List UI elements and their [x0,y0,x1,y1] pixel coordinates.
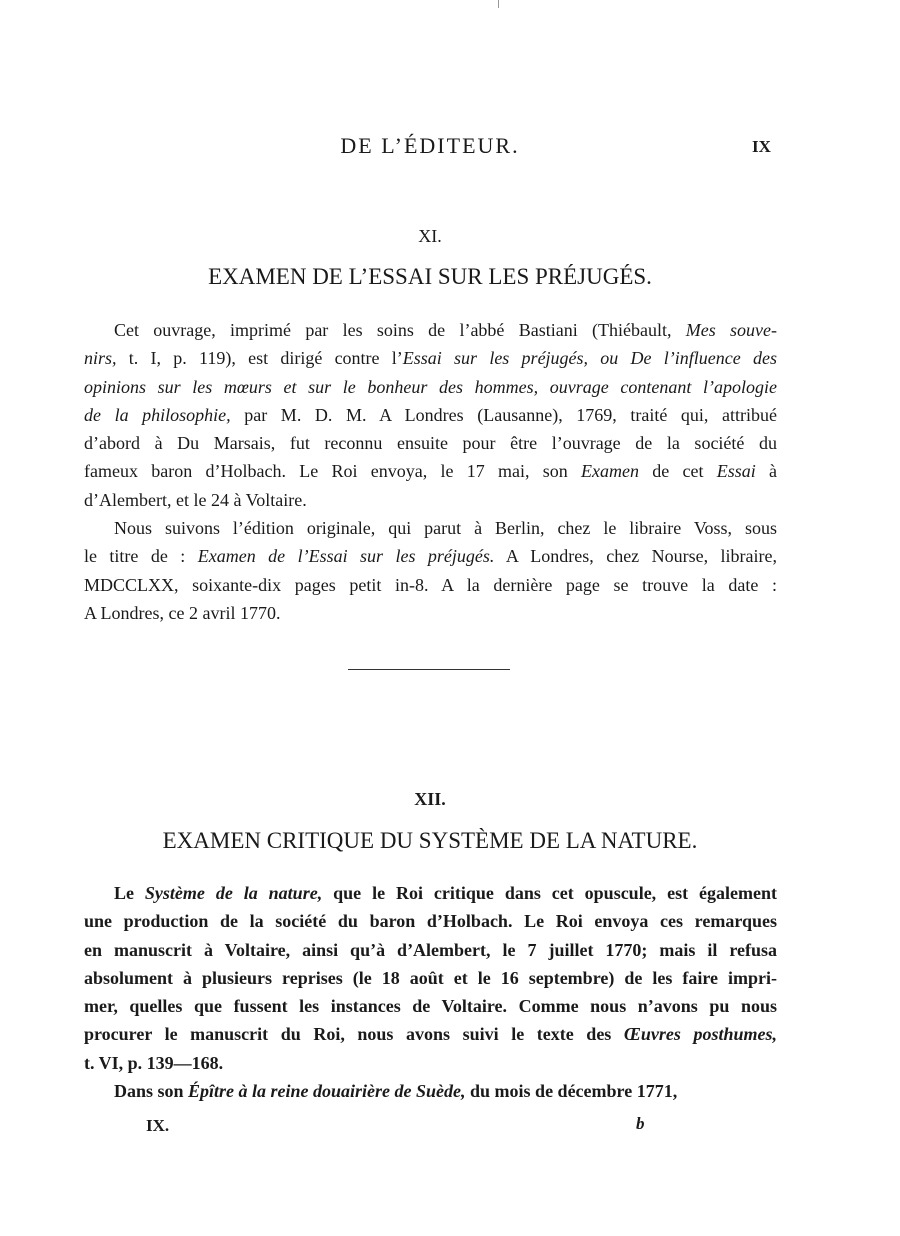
text-run: de cet [638,461,717,482]
paragraph-xii-2 [84,1077,777,1105]
sheet-letter: b [636,1114,645,1133]
text-line [84,599,777,627]
italic-text: Essai sur les préjugés, ou De l’influence des [402,348,777,369]
text-line [84,401,777,429]
text-line [84,316,777,344]
text-line [84,429,777,457]
section-divider [348,669,510,670]
text-line [84,907,777,935]
top-margin-mark [498,0,499,8]
text-run: MDCCLXX, soixante-dix pages petit in-8. A la dernière page se trouve la date : [84,574,777,595]
text-run: à [755,461,777,482]
section-title-xi: EXAMEN DE L’ESSAI SUR LES PRÉJUGÉS. [208,264,652,289]
text-run: fameux baron d’Holbach. Le Roi envoya, le 17 mai, son [84,461,581,482]
italic-text: Essai [716,461,756,482]
running-title: DE L’ÉDITEUR. [340,133,520,158]
signature-mark: IX. [146,1116,170,1135]
italic-text: Mes souve- [685,320,778,340]
text-run: en manuscrit à Voltaire, ainsi qu’à d’Alembert, le 7 juillet 1770; mais il refusa [84,939,777,960]
text-line [84,542,777,570]
paragraph-xi-1 [84,316,777,514]
text-line [84,514,777,542]
text-run: que le Roi critique dans cet opuscule, est également [322,883,777,903]
text-line [84,344,777,372]
section-number-xi: XI. [418,226,442,246]
text-run: une production de la société du baron d’Holbach. Le Roi envoya ces remarques [84,911,777,932]
text-run: mer, quelles que fussent les instances de Voltaire. Comme nous n’avons pu nous [84,996,777,1017]
text-run: par M. D. M. A Londres (Lausanne), 1769, traité qui, attribué [230,404,777,425]
text-line [84,879,777,907]
text-run: du mois de décembre 1771, [465,1081,678,1101]
italic-text: nirs, [84,348,117,369]
text-line [84,373,777,401]
italic-text: Épître à la reine douairière de Suède, [188,1081,466,1101]
text-run: Cet ouvrage, imprimé par les soins de l’abbé Bastiani (Thiébault, [114,320,686,340]
section-title-xii: EXAMEN CRITIQUE DU SYSTÈME DE LA NATURE. [162,828,698,853]
italic-text: Système de la nature, [144,883,323,903]
text-line [84,1049,777,1077]
text-line [84,992,777,1020]
text-line [84,936,777,964]
text-run: d’Alembert, et le 24 à Voltaire. [84,489,307,510]
italic-text: de la philosophie, [84,404,231,425]
text-line [84,1020,777,1048]
page-number: IX [752,137,771,156]
italic-text: Œuvres posthumes, [623,1024,777,1045]
text-run: Nous suivons l’édition originale, qui parut à Berlin, chez le libraire Voss, sous [114,518,777,538]
paragraph-xii-1 [84,879,777,1077]
text-run: absolument à plusieurs reprises (le 18 août et le 16 septembre) de les faire impri- [84,967,777,988]
text-line [84,457,777,485]
text-line [84,486,777,514]
text-run: procurer le manuscrit du Roi, nous avons suivi le texte des [84,1024,624,1045]
text-run: A Londres, chez Nourse, libraire, [494,546,778,567]
text-run: t. I, p. 119), est dirigé contre l’ [116,348,403,369]
text-run: A Londres, ce 2 avril 1770. [84,602,281,623]
text-run: d’abord à Du Marsais, fut reconnu ensuite pour être l’ouvrage de la société du [84,433,777,454]
text-line [84,964,777,992]
text-run: le titre de : [84,546,198,567]
text-line [84,1077,777,1105]
text-run: t. VI, p. 139—168. [84,1052,224,1073]
text-run: Le [114,883,145,903]
paragraph-xi-2 [84,514,777,627]
italic-text: Examen de l’Essai sur les préjugés. [197,546,495,567]
text-run: Dans son [114,1081,189,1101]
text-line [84,571,777,599]
italic-text: Examen [581,461,639,482]
italic-text: opinions sur les mœurs et sur le bonheur des hommes, ouvrage contenant l’apologie [84,376,777,397]
section-number-xii: XII. [414,789,446,809]
